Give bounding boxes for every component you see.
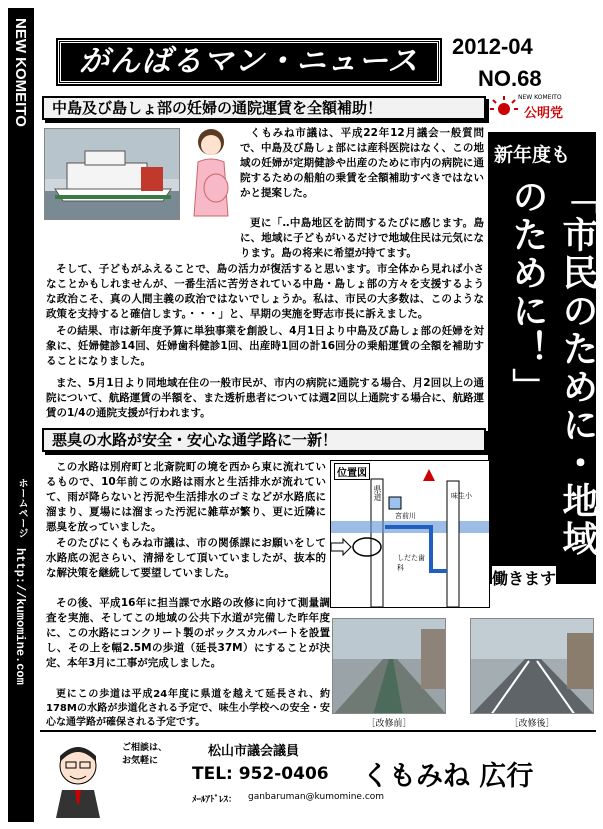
councilor-name: くもみね 広行 [362,761,534,792]
footer [40,730,596,822]
map-label-school: 味生小 [451,492,472,500]
brand-vertical: NEW KOMEITO [12,18,29,127]
map-label-dental: しだた歯科 [397,554,425,572]
consult-note: ご相談は、お気軽に [122,743,168,766]
council-role: 松山市議会議員 [208,744,300,759]
slogan-bottom: 働きます [492,566,556,589]
channel-before-image [333,619,446,714]
homepage-label: ホームページ [16,478,27,538]
pregnant-woman-icon [186,126,236,222]
map-label-river: 宮前川 [395,512,416,520]
article1-para1: くもみね市議は、平成22年12月議会一般質問で、中島及び島しょ部には産科医院はなく、この地域の妊婦が定期健診や出産のために市内の病院に通院するための船舶の乗賃を全額補助すべきではないかと提案した。 [240,127,484,199]
before-caption: ［改修前］ [366,719,412,729]
before-photo [332,618,446,714]
article1-para4: その結果、市は新年度予算に単独事業を創設し、4月1日より中島及び島しょ部の妊婦を対象に、妊婦健診14回、妊婦歯科健診1回、出産時1回の計16回分の乗船運賃の全額を補助することになりました。 [46,325,484,367]
after-caption: ［改修後］ [509,719,555,729]
email-label: ﾒｰﾙｱﾄﾞﾚｽ： [192,795,238,805]
article2-para1: この水路は別府町と北斎院町の境を西から東に流れているもので、10年前この水路は雨水と生活排水が流れていて、雨が降らないと汚泥や生活排水のゴミなどが水路底に溜まり、夏場には溜まった汚泥に雑草が繁り、更に近隣に悪臭を放っていました。 [46,461,326,533]
issue-number: NO.68 [478,66,542,91]
issue-date: 2012-04 [452,34,533,59]
newsletter-title-banner [58,40,440,84]
logo-name: 公明党 [524,106,564,121]
article1-para5: また、5月1日より同地域在住の一般市民が、市内の病院に通院する場合、月2回以上の通院について、航路運賃の半額を、また透析患者については週2回以上通院する場合に、航路運賃の1/4の通院支援が行われます。 [46,377,484,419]
email-address[interactable]: ganbaruman@kumomine.com [248,792,385,802]
article2-heading: 悪臭の水路が安全・安心な通学路に一新！ [42,428,486,452]
left-sidebar [8,8,34,822]
councilor-portrait-icon [48,738,108,818]
ferry-icon [45,129,180,220]
logo-small-text: NEW KOMEITO [518,94,562,101]
article2-para3: その後、平成16年に担当課で水路の改修に向けて測量調査を実施、そしてこの地域の公共下水道が完備した昨年度に、この水路にコンクリート製のボックスカルバートを設置し、その上を幅2.5Mの歩道（延長37M）にすることが決定、本年3月に工事が完成しました。 [46,597,330,669]
newsletter-title: がんばるマン・ニュース [79,44,419,79]
article1-para2: 更に「‥中島地区を訪問するたびに感じます。島に、地域に子どもがいるだけで地域住民は元気になります。島の将来に希望が持てます。 [240,217,484,259]
location-map [330,460,490,608]
phone-number: TEL: 952-0406 [192,764,329,784]
party-logo [490,94,590,124]
walkway-after-image [471,619,594,714]
article2-para4: 更にこの歩道は平成24年度に県道を越えて延長され、約178Mの水路が歩道化される予定で、味生小学校への安全・安心な通学路が確保される予定です。 [46,689,330,728]
slogan-main: 「市民のために・地域のために！」 [507,178,598,558]
map-label-road: 県道 [373,485,382,501]
ferry-photo [44,128,180,220]
article1-heading: 中島及び島しょ部の妊婦の通院運賃を全額補助！ [42,96,486,120]
map-title: 位置図 [334,463,370,480]
article2-para2: そのたびにくもみね市議は、市の関係課にお願いをして水路底の泥さらい、清掃をして頂いていましたが、抜本的な解決策を継続して要望していました。 [46,537,326,579]
article1-para3: そして、子どもがふえることで、島の活力が復活すると思います。市全体から見れば小さなことかもしれませんが、一番生活に苦労されている中島・島しょ部の方々を支援するような政治こそ、真の人間主義の政治ではないでしょうか。私は、市民の大多数は、このような政策を支持すると確信します。・・・」と、早期の実施を野志市長に訴えました。 [46,263,484,320]
after-photo [470,618,594,714]
sun-icon [490,96,518,120]
slogan-top: 新年度も [494,144,571,166]
map-drawing [331,461,489,607]
homepage-link[interactable]: http://kumomine.com [13,548,27,685]
